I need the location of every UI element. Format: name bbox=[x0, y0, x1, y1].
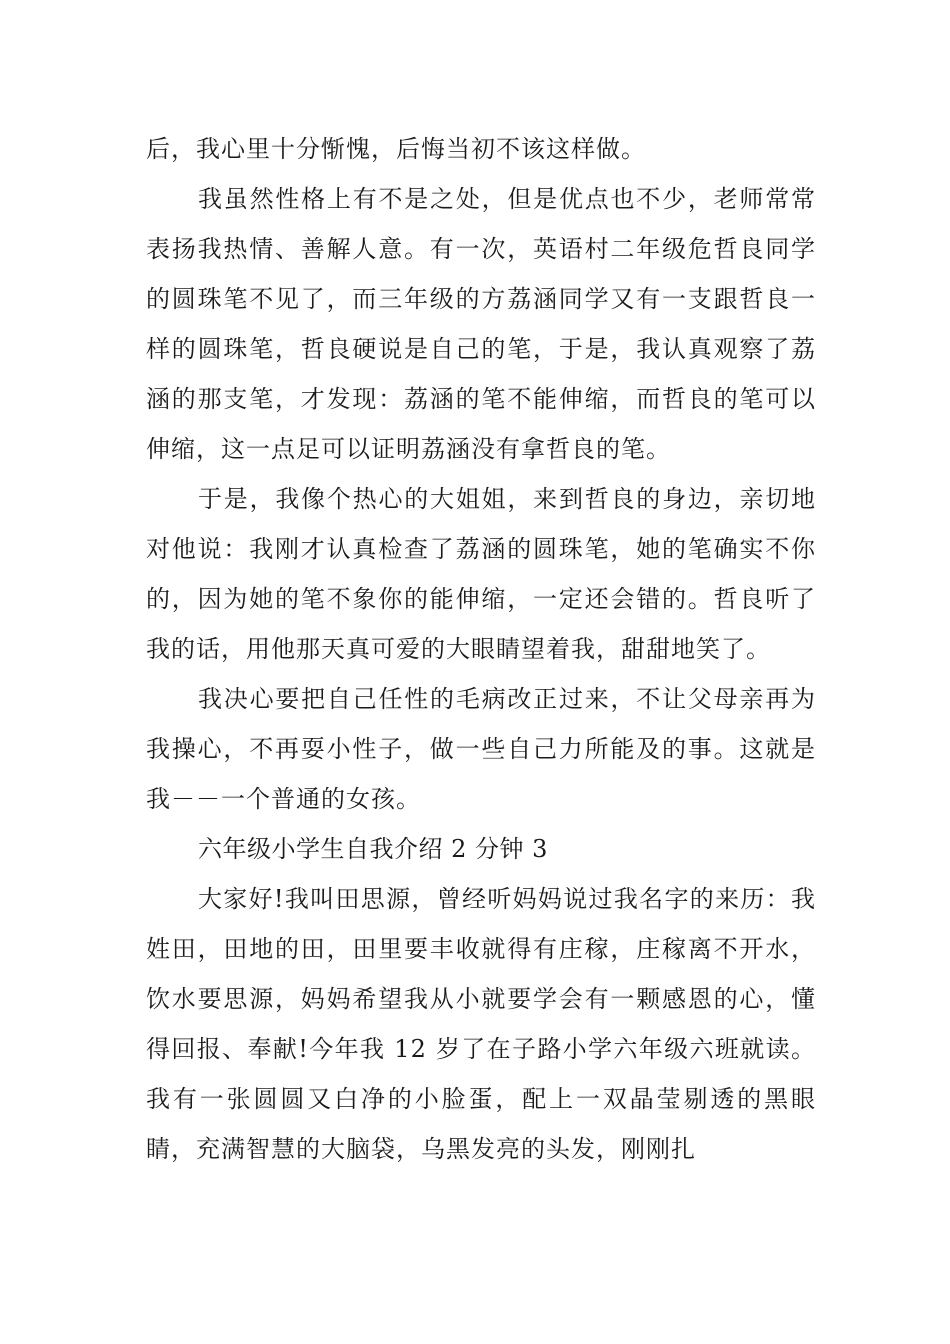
paragraph-2: 我虽然性格上有不是之处，但是优点也不少，老师常常表扬我热情、善解人意。有一次，英语村二年级危哲良同学的圆珠笔不见了，而三年级的方荔涵同学又有一支跟哲良一样的圆珠笔，哲良硬说是自己的笔，于是，我认真观察了荔涵的那支笔，才发现：荔涵的笔不能伸缩，而哲良的笔可以伸缩，这一点足可以证明荔涵没有拿哲良的笔。 bbox=[146, 185, 816, 463]
paragraph-3: 于是，我像个热心的大姐姐，来到哲良的身边，亲切地对他说：我刚才认真检查了荔涵的圆珠笔，她的笔确实不你的，因为她的笔不象你的能伸缩，一定还会错的。哲良听了我的话，用他那天真可爱的大眼睛望着我，甜甜地笑了。 bbox=[146, 485, 816, 663]
paragraph-1: 后，我心里十分惭愧，后悔当初不该这样做。 bbox=[146, 135, 646, 163]
paragraph-4: 我决心要把自己任性的毛病改正过来，不让父母亲再为我操心，不再耍小性子，做一些自己力所能及的事。这就是我－－一个普通的女孩。 bbox=[146, 685, 816, 813]
paragraph-5: 大家好!我叫田思源，曾经听妈妈说过我名字的来历：我姓田，田地的田，田里要丰收就得有庄稼，庄稼离不开水，饮水要思源，妈妈希望我从小就要学会有一颗感恩的心，懂得回报、奉献!今年我 12 岁了在子路小学六年级六班就读。我有一张圆圆又白净的小脸蛋，配上一双晶莹剔透的黑眼睛，充满智慧的大脑袋，乌黑发亮的头发，刚刚扎 bbox=[146, 885, 816, 1163]
document-body bbox=[146, 124, 816, 1174]
section-heading: 六年级小学生自我介绍 2 分钟 3 bbox=[198, 835, 548, 863]
